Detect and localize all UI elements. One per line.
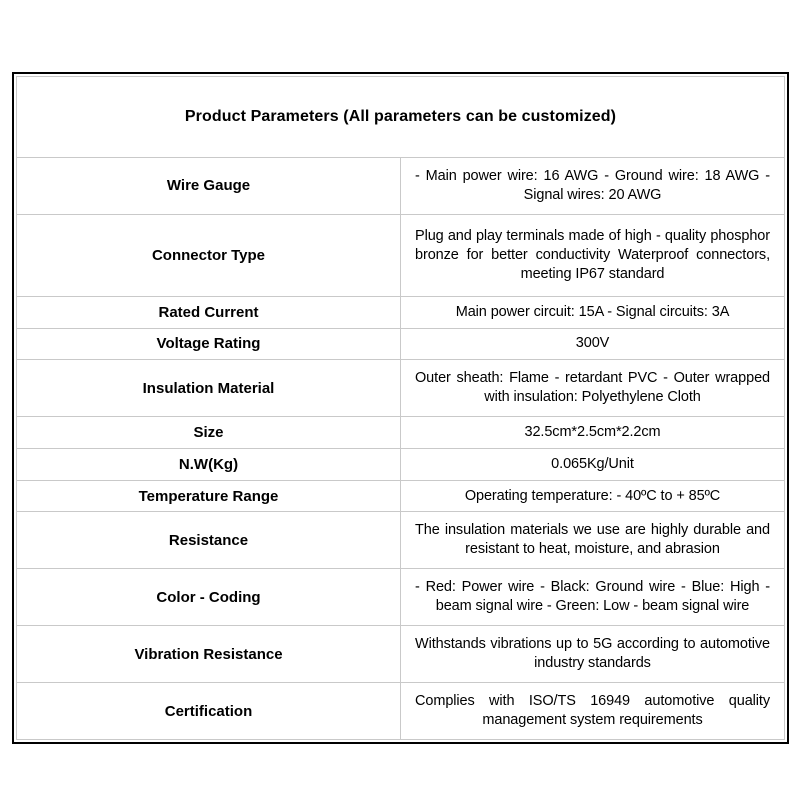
param-label: Wire Gauge bbox=[17, 158, 401, 215]
param-value: The insulation materials we use are highly durable and resistant to heat, moisture, and abrasion bbox=[401, 512, 785, 569]
param-label: Connector Type bbox=[17, 214, 401, 296]
table-row bbox=[17, 480, 785, 512]
table-row bbox=[17, 417, 785, 449]
table-row bbox=[17, 626, 785, 683]
param-label: Rated Current bbox=[17, 296, 401, 328]
param-label: N.W(Kg) bbox=[17, 448, 401, 480]
param-value: Operating temperature: - 40ºC to + 85ºC bbox=[401, 480, 785, 512]
table-row bbox=[17, 683, 785, 740]
param-value: Main power circuit: 15A - Signal circuits: 3A bbox=[401, 296, 785, 328]
param-label: Size bbox=[17, 417, 401, 449]
param-label: Color - Coding bbox=[17, 569, 401, 626]
param-label: Vibration Resistance bbox=[17, 626, 401, 683]
param-value: Complies with ISO/TS 16949 automotive quality management system requirements bbox=[401, 683, 785, 740]
param-label: Resistance bbox=[17, 512, 401, 569]
param-label: Voltage Rating bbox=[17, 328, 401, 360]
param-value: Withstands vibrations up to 5G according to automotive industry standards bbox=[401, 626, 785, 683]
param-value: - Red: Power wire - Black: Ground wire - Blue: High - beam signal wire - Green: Low - beam signal wire bbox=[401, 569, 785, 626]
param-value: - Main power wire: 16 AWG - Ground wire: 18 AWG - Signal wires: 20 AWG bbox=[401, 158, 785, 215]
param-value: 300V bbox=[401, 328, 785, 360]
table-title: Product Parameters (All parameters can be customized) bbox=[17, 77, 785, 158]
param-value: 32.5cm*2.5cm*2.2cm bbox=[401, 417, 785, 449]
table-row bbox=[17, 328, 785, 360]
table-row bbox=[17, 214, 785, 296]
table-row bbox=[17, 512, 785, 569]
param-label: Insulation Material bbox=[17, 360, 401, 417]
param-label: Certification bbox=[17, 683, 401, 740]
table-row bbox=[17, 360, 785, 417]
param-value: Outer sheath: Flame - retardant PVC - Outer wrapped with insulation: Polyethylene Cloth bbox=[401, 360, 785, 417]
table-row bbox=[17, 569, 785, 626]
table-row bbox=[17, 296, 785, 328]
param-value: Plug and play terminals made of high - quality phosphor bronze for better conductivity Waterproof connectors, meeting IP67 standard bbox=[401, 214, 785, 296]
product-parameters-table bbox=[12, 72, 789, 744]
table-row bbox=[17, 158, 785, 215]
param-value: 0.065Kg/Unit bbox=[401, 448, 785, 480]
table-title-row bbox=[17, 77, 785, 158]
table-row bbox=[17, 448, 785, 480]
spec-table bbox=[16, 76, 785, 740]
param-label: Temperature Range bbox=[17, 480, 401, 512]
